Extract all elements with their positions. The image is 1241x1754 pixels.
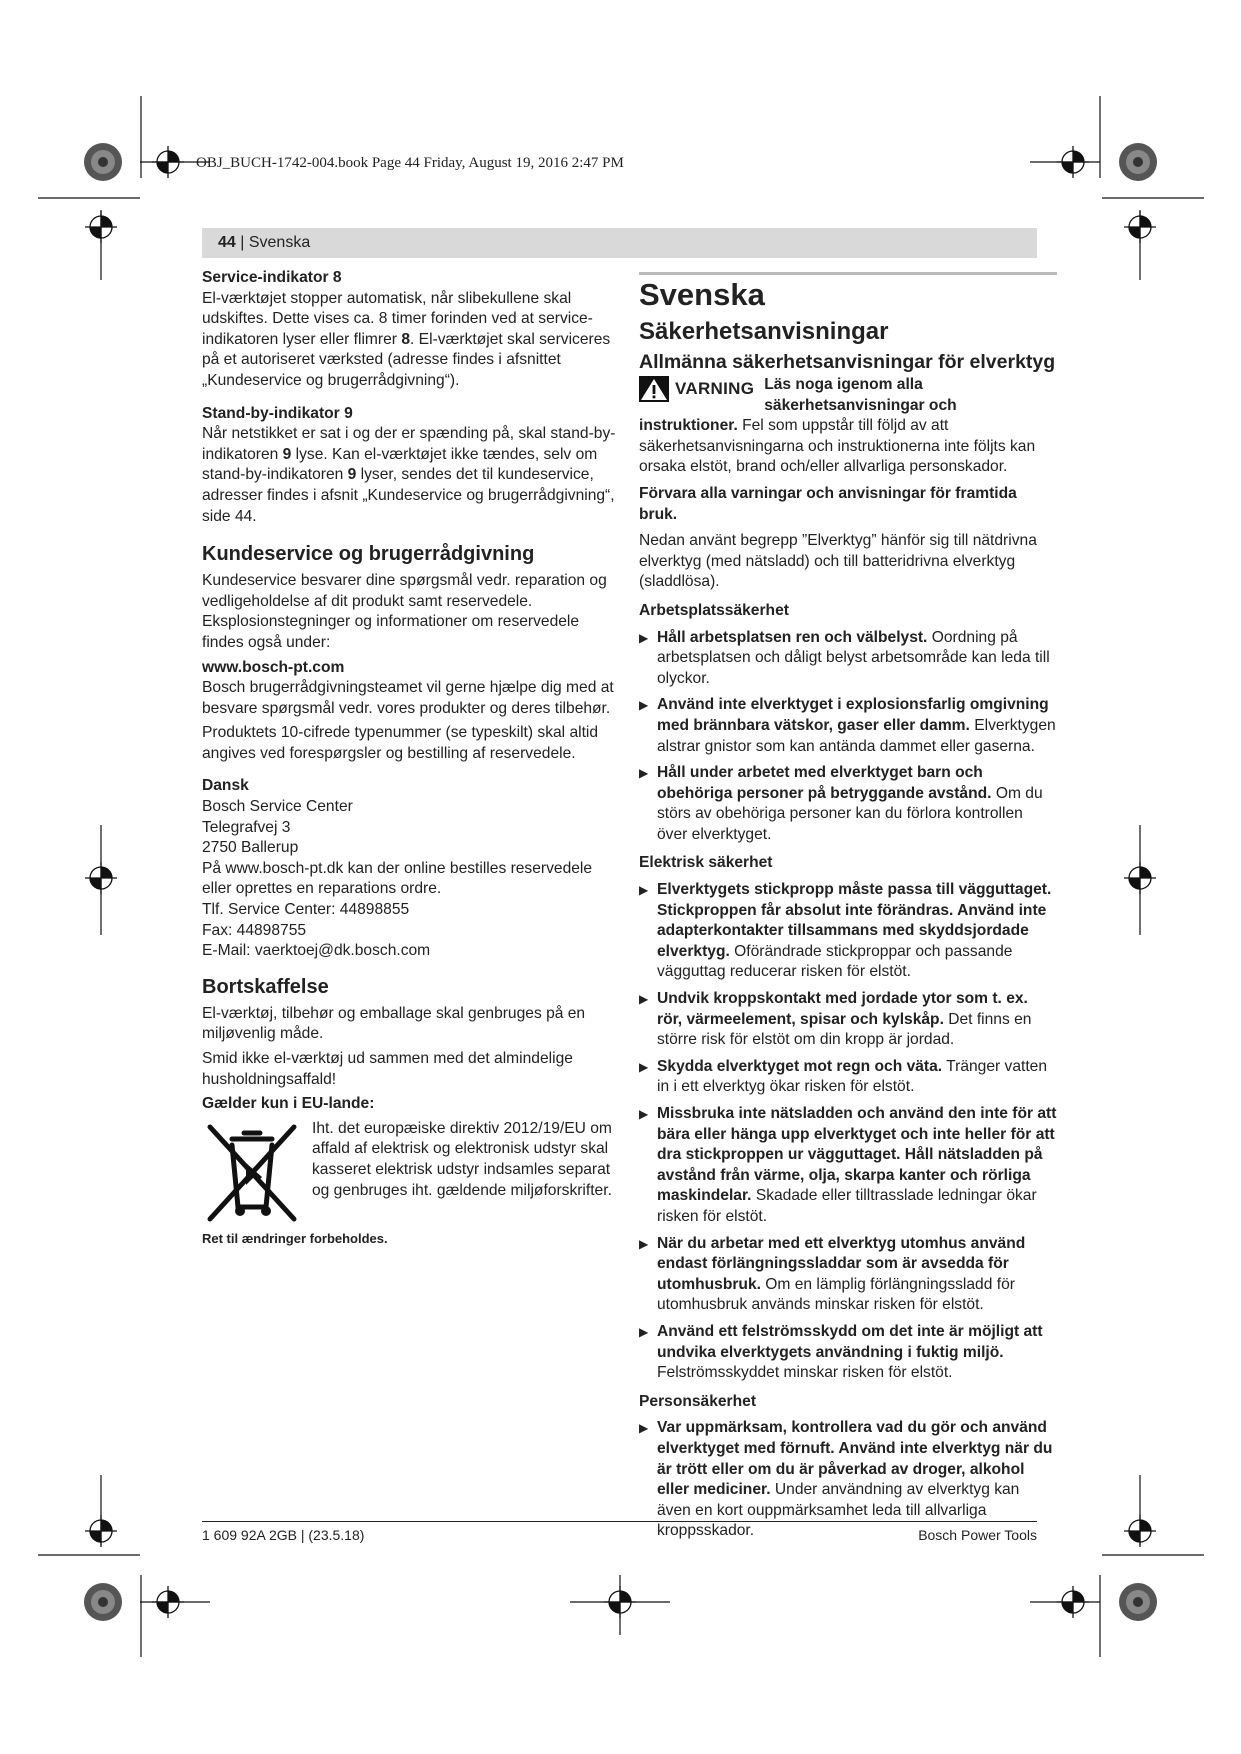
weee-block — [202, 1119, 617, 1229]
list-item: ▶ Elverktygets stickpropp måste passa till vägguttaget. Stickproppen får absolut inte förändras. Använd inte adapterkontakter tillsammans med skyddsjordade elverktyg. Oförändrade stickproppar och passande vägguttag reducerar risken för elstöt. — [639, 880, 1057, 983]
warning-text: Läs noga igenom alla säkerhetsanvisningar och instruktioner. Fel som uppstår till följd av att säkerhetsanvisningarna och instruktionerna inte följts kan orsaka elstöt, brand och/eller allvarliga personskador. — [639, 376, 1036, 476]
bortskaffelse-heading: Bortskaffelse — [202, 975, 329, 998]
bullet-arrow-icon: ▶ — [639, 1059, 649, 1074]
email-line: E-Mail: vaerktoej@dk.bosch.com — [202, 942, 431, 960]
keep-instructions: Förvara alla varningar och anvisningar för framtida bruk. — [639, 484, 1017, 523]
list-item: ▶ Håll under arbetet med elverktyget barn och obehöriga personer på betryggande avstånd. Om du störs av obehöriga personer kan du förlora kontrollen över elverktyget. — [639, 763, 1057, 845]
general-safety-heading: Allmänna säkerhetsanvisningar för elverktyg — [639, 351, 1056, 373]
warning-triangle-icon — [639, 376, 669, 402]
changes-note: Ret til ændringer forbeholdes. — [202, 1230, 388, 1246]
footer-doc-number: 1 609 92A 2GB | (23.5.18) — [202, 1527, 365, 1543]
bullet-arrow-icon: ▶ — [639, 992, 649, 1007]
list-item: ▶ Var uppmärksam, kontrollera vad du gör och använd elverktyget med förnuft. Använd inte elverktyg när du är trött eller om du är påverkad av droger, alkohol eller mediciner. Under användning av elverktyg kan även en kort ouppmärksamhet leda till allvarliga kroppsskador. — [639, 1418, 1057, 1542]
list-item: ▶ När du arbetar med ett elverktyg utomhus använd endast förlängningssladdar som är avsedda för utomhusbruk. Om en lämplig förlängningssladd för utomhusbruk används minskar risken för elstöt. — [639, 1234, 1057, 1316]
kundeservice-heading: Kundeservice og brugerrådgivning — [202, 543, 535, 566]
typenumber-body: Produktets 10-cifrede typenummer (se typeskilt) skal altid angives ved forespørgsler og bestilling af reservedele. — [202, 724, 599, 762]
page-number: 44 — [218, 234, 236, 251]
list-item: ▶ Skydda elverktyget mot regn och väta. Tränger vatten in i ett elverktyg ökar risken för elstöt. — [639, 1057, 1057, 1098]
bullet-arrow-icon: ▶ — [639, 630, 649, 645]
bullet-arrow-icon: ▶ — [639, 1421, 649, 1436]
eu-body: Iht. det europæiske direktiv 2012/19/EU om affald af elektrisk og elektronisk udstyr skal kasseret elektrisk udstyr indsamles separat og genbruges iht. gældende miljøforskrifter. — [312, 1119, 612, 1199]
section-title: Säkerhetsanvisningar — [639, 318, 889, 345]
list-item: ▶ Undvik kroppskontakt med jordade ytor som t. ex. rör, värmeelement, spisar och kylskåp. Det finns en större risk för elstöt om din kropp är jordad. — [639, 989, 1057, 1051]
electrical-heading: Elektrisk säkerhet — [639, 854, 773, 872]
header-bar — [202, 228, 1037, 258]
dansk-heading: Dansk — [202, 777, 249, 795]
standby-body: Når netstikket er sat i og der er spænding på, skal stand-by-indikatoren 9 lyse. Kan el-værktøjet ikke tændes, selv om stand-by-indikatoren 9 lyser, sendes det til kundeservice, adresser findes i afsnit „Kundeservice og brugerrådgivning“, side 44. — [202, 425, 616, 525]
kundeservice-body: Kundeservice besvarer dine spørgsmål vedr. reparation og vedligeholdelse af dit produkt samt reservedele. Eksplosionstegninger og informationer om reservedele findes også under: — [202, 572, 607, 651]
eu-heading: Gælder kun i EU-lande: — [202, 1095, 375, 1113]
bullet-arrow-icon: ▶ — [639, 883, 649, 898]
personal-safety-heading: Personsäkerhet — [639, 1392, 757, 1410]
crossed-bin-icon — [202, 1119, 302, 1229]
definition-text: Nedan använt begrepp ”Elverktyg” hänför sig till nätdrivna elverktyg (med nätsladd) och till batteridrivna elverktyg (sladdlösa). — [639, 532, 1037, 591]
list-item: ▶ Missbruka inte nätsladden och använd den inte för att bära eller hänga upp elverktyget och inte heller för att dra stickproppen ur vägguttaget. Håll nätsladden på avstånd från värme, olja, skarpa kanter och rörliga maskindelar. Skadade eller tilltrasslade ledningar ökar risken för elstöt. — [639, 1104, 1057, 1228]
service-heading: Service-indikator 8 — [202, 269, 342, 286]
footer-rule — [202, 1521, 1037, 1522]
electrical-list — [639, 880, 1057, 1384]
bortskaffelse-body-2: Smid ikke el-værktøj ud sammen med det almindelige husholdningsaffald! — [202, 1050, 573, 1088]
list-item: ▶ Använd ett felströmsskydd om det inte är möjligt att undvika elverktygets användning i fuktig miljö. Felströmsskyddet minskar risken för elstöt. — [639, 1322, 1057, 1384]
address-line: 2750 Ballerup — [202, 839, 299, 857]
team-body: Bosch brugerrådgivningsteamet vil gerne hjælpe dig med at besvare spørgsmål vedr. vores produkter og deres tilbehør. — [202, 679, 614, 717]
work-area-list — [639, 628, 1057, 846]
bullet-arrow-icon: ▶ — [639, 698, 649, 713]
address-line: Telegrafvej 3 — [202, 818, 291, 836]
bullet-arrow-icon: ▶ — [639, 1236, 649, 1251]
print-slug: OBJ_BUCH-1742-004.book Page 44 Friday, August 19, 2016 2:47 PM — [196, 155, 624, 171]
page-header — [218, 234, 310, 252]
warning-badge — [639, 375, 754, 403]
footer-brand: Bosch Power Tools — [918, 1527, 1037, 1543]
website-link[interactable]: www.bosch-pt.com — [202, 658, 345, 676]
page-title: Svenska — [639, 277, 765, 312]
bortskaffelse-body-1: El-værktøj, tilbehør og emballage skal genbruges på en miljøvenlig måde. — [202, 1004, 586, 1043]
service-body: El-værktøjet stopper automatisk, når slibekullene skal udskiftes. Dette vises ca. 8 timer forinden ved at service-indikatoren lyser eller flimrer 8. El-værktøjet skal serviceres på et autoriseret værksted (adresse findes i afsnittet „Kundeservice og brugerrådgivning“). — [202, 289, 611, 389]
address-line: Bosch Service Center — [202, 798, 353, 816]
list-item: ▶ Använd inte elverktyget i explosionsfarlig omgivning med brännbara vätskor, gaser eller damm. Elverktygen alstrar gnistor som kan antända dammet eller gaserna. — [639, 695, 1057, 757]
phone-line: Tlf. Service Center: 44898855 — [202, 901, 410, 919]
header-separator: | — [235, 234, 249, 251]
list-item: ▶ Håll arbetsplatsen ren och välbelyst. Oordning på arbetsplatsen och dåligt belyst arbetsområde kan leda till olyckor. — [639, 628, 1057, 690]
standby-heading: Stand-by-indikator 9 — [202, 404, 353, 422]
bullet-arrow-icon: ▶ — [639, 766, 649, 781]
fax-line: Fax: 44898755 — [202, 921, 307, 939]
right-column — [639, 272, 1057, 1542]
left-column — [202, 268, 617, 1249]
bullet-arrow-icon: ▶ — [639, 1324, 649, 1339]
bullet-arrow-icon: ▶ — [639, 1107, 649, 1121]
warning-block — [639, 375, 1057, 478]
personal-safety-list — [639, 1418, 1057, 1542]
address-line: På www.bosch-pt.dk kan der online bestilles reservedele eller oprettes en reparations ordre. — [202, 859, 593, 898]
warning-word: VARNING — [675, 378, 755, 398]
work-area-heading: Arbetsplatssäkerhet — [639, 601, 789, 619]
header-language: Svenska — [248, 234, 311, 251]
